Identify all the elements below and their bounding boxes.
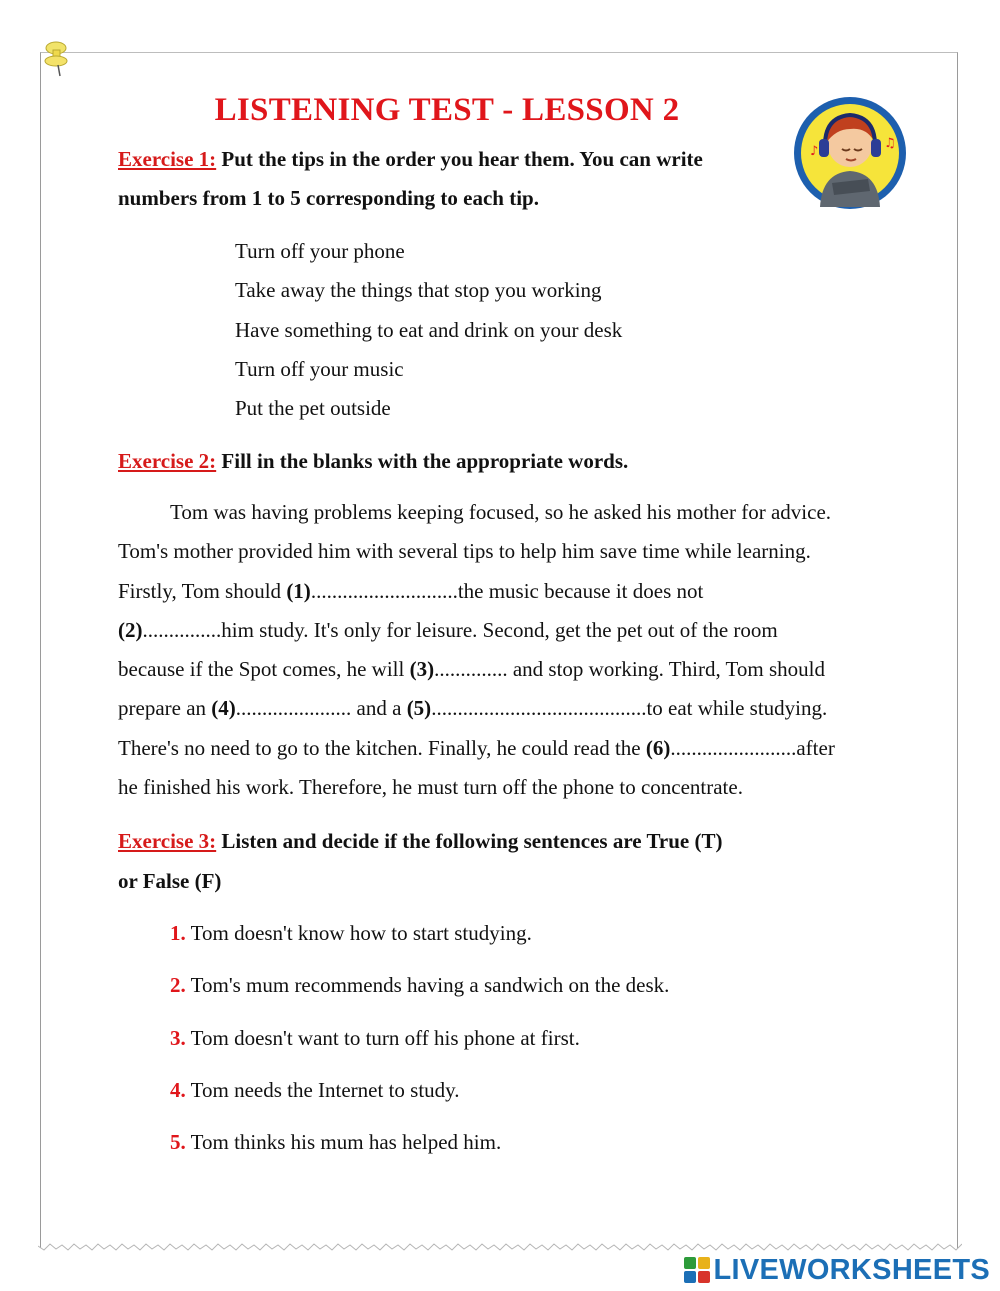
tip-item[interactable]: Take away the things that stop you working <box>235 278 602 303</box>
blank-2-number: (2) <box>118 617 143 642</box>
liveworksheets-logo-icon <box>684 1257 710 1283</box>
exercise-3-instruction-line1: Listen and decide if the following sentences are True (T) <box>221 829 723 853</box>
blank-3-number: (3) <box>409 657 435 682</box>
svg-text:♪: ♪ <box>810 144 819 159</box>
tip-item[interactable]: Turn off your phone <box>235 239 405 263</box>
question-item[interactable] <box>170 966 669 1018</box>
blank-1-number: (1) <box>286 578 311 603</box>
question-number: 5. <box>170 1130 186 1155</box>
paragraph-line: he finished his work. Therefore, he must turn off the phone to concentrate. <box>118 775 743 800</box>
exercise-2-instruction-text: Fill in the blanks with the appropriate words. <box>221 449 629 473</box>
exercise-3-instruction-line2: or False (F) <box>118 869 222 893</box>
question-item[interactable] <box>170 914 669 966</box>
exercise-1-label: Exercise 1: <box>118 147 217 171</box>
tip-item[interactable]: Have something to eat and drink on your desk <box>235 317 623 342</box>
blank-4-number: (4) <box>211 696 236 721</box>
torn-paper-edge <box>38 1236 962 1254</box>
blank-6[interactable]: ........................after <box>670 735 835 760</box>
question-item[interactable] <box>170 1071 669 1123</box>
question-item[interactable] <box>170 1123 669 1175</box>
question-text: Tom's mum recommends having a sandwich on the desk. <box>185 973 670 998</box>
tip-item[interactable]: Turn off your music <box>235 356 404 381</box>
paragraph-line: prepare an (4)...................... and a (5).........................................to eat while studying. <box>118 696 828 721</box>
fill-in-paragraph <box>118 493 908 807</box>
boy-with-headphones-icon <box>792 95 908 211</box>
question-text: Tom needs the Internet to study. <box>185 1077 460 1102</box>
paragraph-line: Firstly, Tom should (1)............................the music because it does not <box>118 578 704 603</box>
question-text: Tom thinks his mum has helped him. <box>185 1130 502 1155</box>
blank-3[interactable]: .............. and stop working. Third, Tom should <box>434 657 826 682</box>
blank-4[interactable]: ...................... and a <box>235 696 407 721</box>
question-text: Tom doesn't want to turn off his phone at first. <box>185 1025 580 1050</box>
exercise-3-label: Exercise 3: <box>118 829 217 853</box>
paragraph-line <box>118 611 908 650</box>
blank-1[interactable]: ............................the music because it does not <box>310 578 704 603</box>
blank-5[interactable]: .........................................to eat while studying. <box>431 696 828 721</box>
paragraph-line: because if the Spot comes, he will (3).............. and stop working. Third, Tom should <box>118 657 826 682</box>
paragraph-line: There's no need to go to the kitchen. Finally, he could read the (6)........................after <box>118 735 835 760</box>
exercise-1-instruction <box>118 140 703 179</box>
exercise-1-instruction-line2: numbers from 1 to 5 corresponding to each tip. <box>118 186 539 210</box>
liveworksheets-brand[interactable] <box>684 1254 991 1286</box>
exercise-2-instruction <box>118 442 628 481</box>
exercise-3-instruction <box>118 822 722 861</box>
brand-name: LIVEWORKSHEETS <box>713 1253 990 1286</box>
question-number: 3. <box>170 1025 186 1050</box>
page-title: LISTENING TEST - LESSON 2 <box>214 92 680 128</box>
question-item[interactable] <box>170 1019 669 1071</box>
blank-2[interactable]: ...............him study. It's only for leisure. Second, get the pet out of the room <box>142 617 778 642</box>
paragraph-line: Tom was having problems keeping focused, so he asked his mother for advice. <box>170 500 832 524</box>
true-false-list <box>170 914 669 1175</box>
question-number: 2. <box>170 973 186 998</box>
blank-5-number: (5) <box>406 696 432 721</box>
exercise-2-label: Exercise 2: <box>118 449 217 473</box>
question-number: 1. <box>170 921 186 945</box>
exercise-1-instruction-line1: Put the tips in the order you hear them. You can write <box>221 147 703 171</box>
tip-item[interactable]: Put the pet outside <box>235 396 391 421</box>
svg-text:♫: ♫ <box>884 136 896 151</box>
tips-list <box>235 232 622 428</box>
paragraph-line: Tom's mother provided him with several tips to help him save time while learning. <box>118 539 811 564</box>
question-number: 4. <box>170 1077 186 1102</box>
pushpin-icon <box>40 40 76 78</box>
blank-6-number: (6) <box>645 735 671 760</box>
question-text: Tom doesn't know how to start studying. <box>185 921 532 945</box>
